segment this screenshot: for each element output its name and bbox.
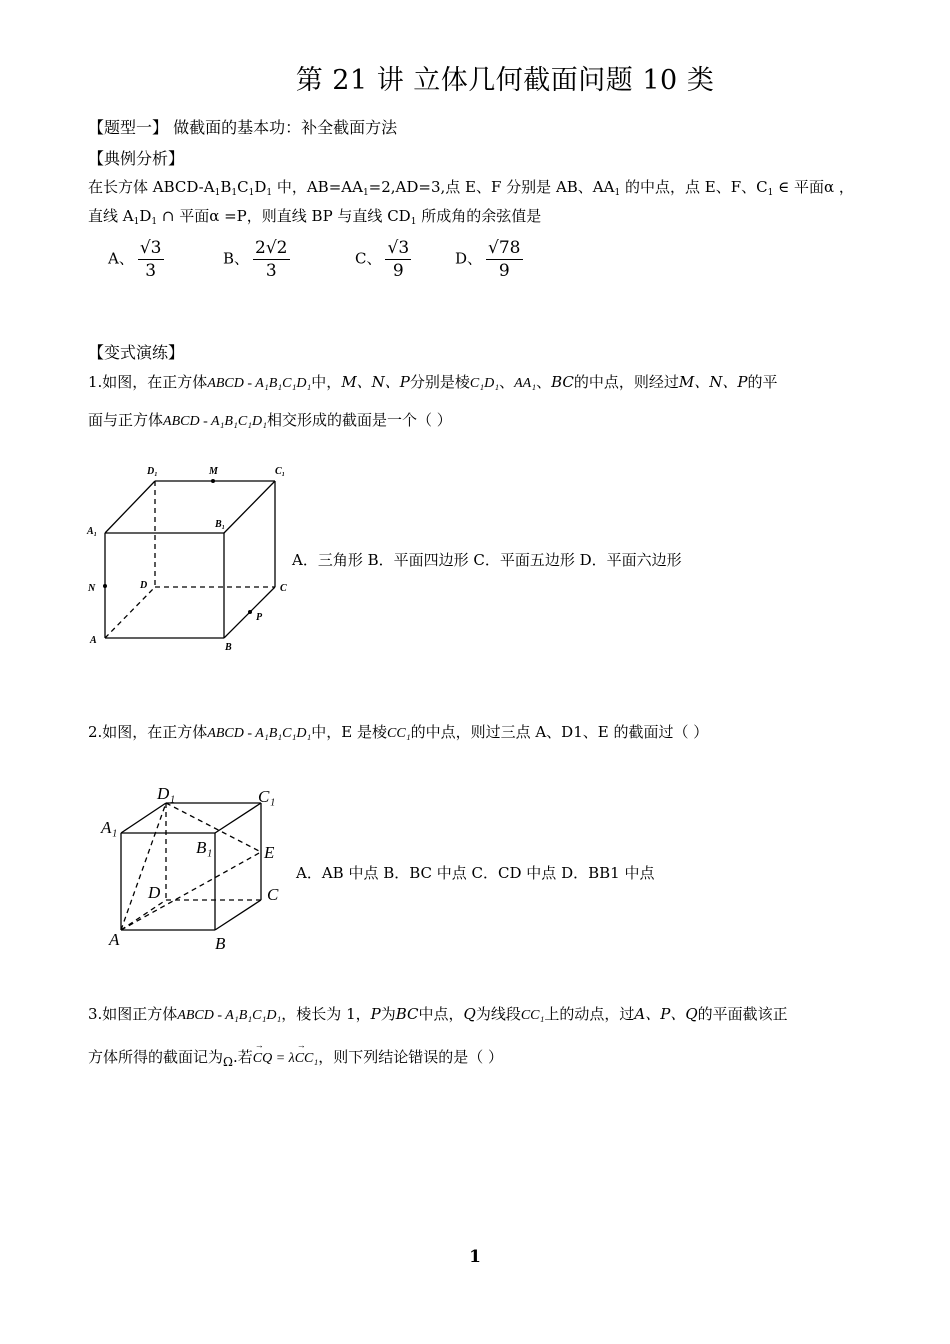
example-problem-line1: 在长方体 ABCD-$A_1B_1C_1D_1$ 中，$AB=AA_1=2,AD=3$,点 E、F 分别是 AB、$AA_1$ 的中点，点 E、F、$C_1$ ∈ 平面α ，: [88, 178, 854, 198]
page-number: 1: [469, 1247, 481, 1267]
q1-line1: 1.如图，在正方体ABCD - A₁B₁C₁D₁中，M、N、P分别是棱C₁D₁、AA₁、BC的中点，则经过M、N、P的平: [88, 373, 778, 391]
label-e: E: [264, 843, 275, 862]
label-c1: C₁: [258, 787, 276, 806]
label-d: D: [148, 883, 161, 902]
q1-cube-figure: [85, 460, 295, 655]
label-d: D: [140, 580, 148, 591]
variant-heading: 【变式演练】: [88, 343, 185, 362]
choice-b[interactable]: B、 $\frac{2√2}{3}$: [223, 238, 288, 281]
section-heading: 【题型一】 做截面的基本功：补全截面方法: [88, 118, 398, 137]
q1-line2: 面与正方体ABCD - A₁B₁C₁D₁相交形成的截面是一个（ ）: [88, 411, 452, 429]
q3-line1: 3.如图正方体ABCD - A₁B₁C₁D₁，棱长为 1，P为BC中点，Q为线段CC₁上的动点，过A、P、Q的平面截该正: [88, 1005, 788, 1023]
choice-d[interactable]: D、 $\frac{√78}{9}$: [455, 238, 521, 281]
label-b: B: [215, 934, 226, 953]
label-a1: A₁: [101, 818, 118, 837]
label-c1: C₁: [275, 466, 286, 477]
q1-options: A．三角形 B．平面四边形 C．平面五边形 D．平面六边形: [292, 551, 682, 569]
label-a: A: [90, 635, 97, 646]
q2-options: A．AB 中点 B．BC 中点 C．CD 中点 D．BB1 中点: [296, 864, 655, 882]
label-d1: D₁: [157, 784, 176, 803]
label-m: M: [209, 466, 218, 477]
example-problem-line2: 直线 $A_1D_1$ ∩ 平面α =P，则直线 BP 与直线 $CD_1$ 所成角的余弦值是: [88, 207, 542, 227]
label-c: C: [267, 885, 279, 904]
label-b1: B₁: [196, 838, 213, 857]
q2-line1: 2.如图，在正方体ABCD - A₁B₁C₁D₁中，E 是棱CC₁的中点，则过三点 A、D1、E 的截面过（ ）: [88, 723, 709, 741]
label-d1: D₁: [147, 466, 158, 477]
label-b1: B₁: [215, 519, 226, 530]
example-heading: 【典例分析】: [88, 149, 185, 168]
q3-line2: 方体所得的截面记为$_\Omega$.若→ CQ = λ→ CC₁，则下列结论错误的是（ ）: [88, 1046, 503, 1069]
q2-cube-figure: [95, 780, 295, 955]
page-title: 第 21 讲 立体几何截面问题 10 类: [295, 65, 715, 96]
label-a: A: [109, 930, 120, 949]
choice-a[interactable]: A、 $\frac{√3}{3}$: [108, 238, 162, 281]
label-c: C: [280, 583, 287, 594]
label-a1: A₁: [87, 526, 98, 537]
label-b: B: [225, 642, 232, 653]
choice-c[interactable]: C、 $\frac{√3}{9}$: [355, 238, 410, 281]
label-n: N: [88, 583, 96, 594]
label-p: P: [256, 612, 263, 623]
